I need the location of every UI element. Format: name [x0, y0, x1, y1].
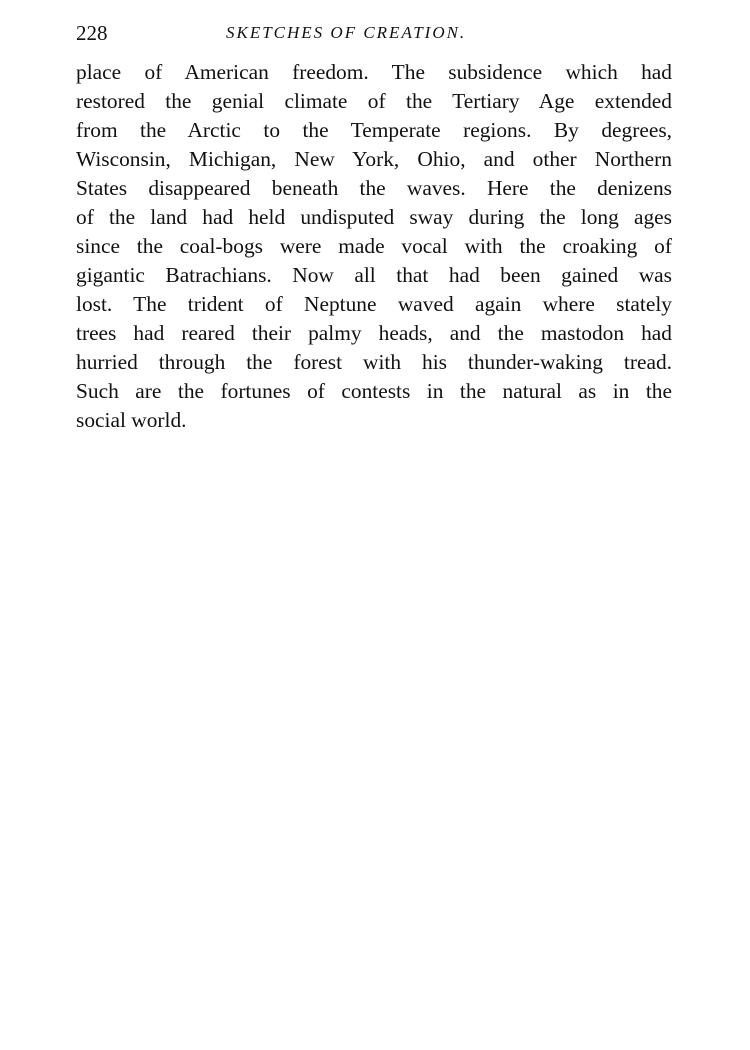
text-line: since the coal-bogs were made vocal with the croaking of: [76, 234, 672, 258]
text-line: place of American freedom. The subsidence which had: [76, 60, 672, 84]
text-line: of the land had held undisputed sway during the long ages: [76, 205, 672, 229]
text-line: from the Arctic to the Temperate regions. By degrees,: [76, 118, 672, 142]
running-title: SKETCHES OF CREATION.: [226, 23, 467, 42]
page-number: 228: [76, 21, 108, 45]
body-paragraph: [76, 58, 672, 435]
text-line: Wisconsin, Michigan, New York, Ohio, and other Northern: [76, 147, 672, 171]
text-line: gigantic Batrachians. Now all that had been gained was: [76, 263, 672, 287]
text-line: Such are the fortunes of contests in the natural as in the: [76, 379, 672, 403]
running-head: [76, 18, 672, 48]
text-line: social world.: [76, 408, 187, 432]
text-line: trees had reared their palmy heads, and the mastodon had: [76, 321, 672, 345]
text-line: restored the genial climate of the Tertiary Age extended: [76, 89, 672, 113]
text-line: hurried through the forest with his thunder-waking tread.: [76, 350, 672, 374]
text-line: lost. The trident of Neptune waved again where stately: [76, 292, 672, 316]
text-line: States disappeared beneath the waves. Here the denizens: [76, 176, 672, 200]
